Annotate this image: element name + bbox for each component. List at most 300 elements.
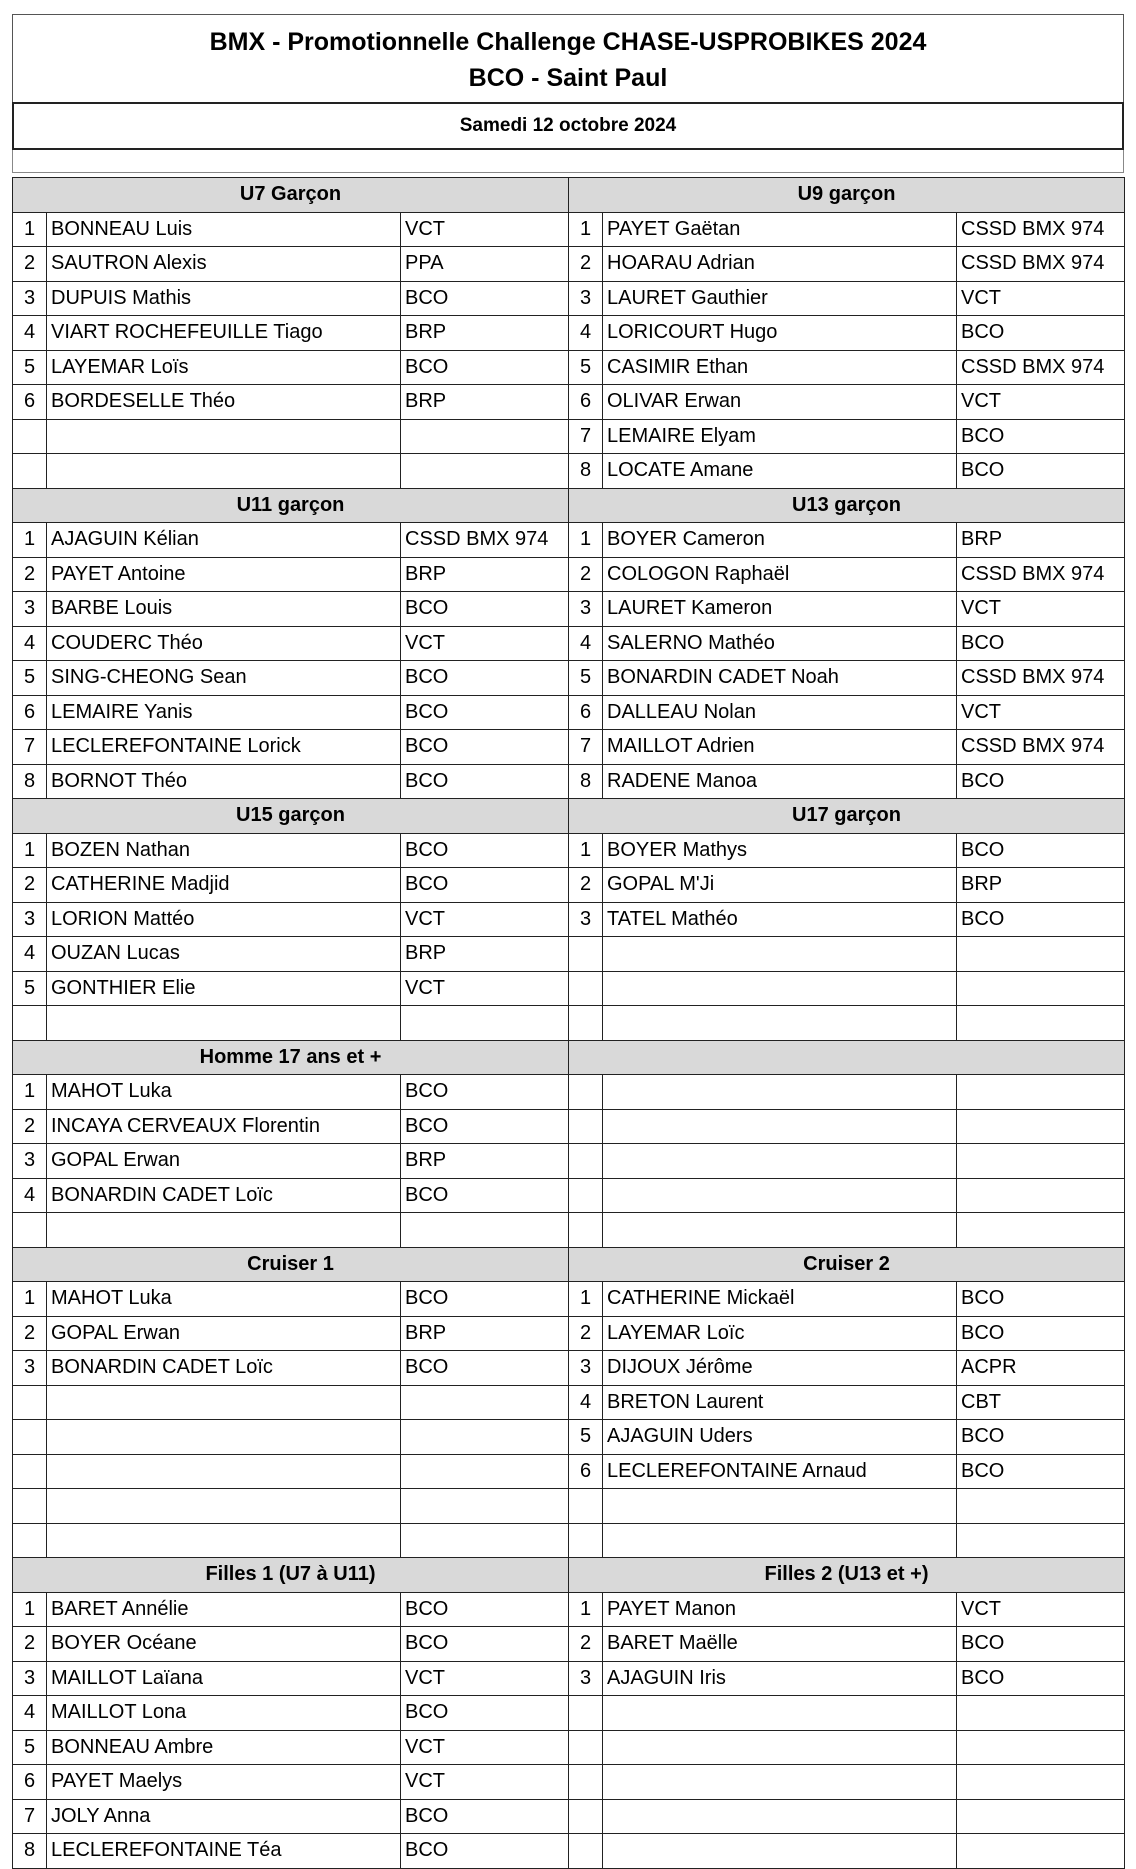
rank-cell: 7 [569, 419, 603, 454]
table-row [13, 833, 1125, 868]
table-row [13, 937, 1125, 972]
club-cell: BRP [401, 385, 569, 420]
table-row [13, 1385, 1125, 1420]
club-cell: VCT [401, 212, 569, 247]
club-cell: BCO [401, 1696, 569, 1731]
club-cell: BCO [401, 1627, 569, 1662]
rank-cell: 5 [13, 1730, 47, 1765]
rank-cell: 1 [569, 1592, 603, 1627]
rank-cell [13, 454, 47, 489]
club-cell: ACPR [957, 1351, 1125, 1386]
club-cell: BCO [401, 1109, 569, 1144]
rank-cell: 3 [13, 1144, 47, 1179]
club-cell: BCO [401, 281, 569, 316]
category-title [569, 1040, 1125, 1075]
category-title: Cruiser 2 [569, 1247, 1125, 1282]
club-cell: BCO [957, 1420, 1125, 1455]
club-cell [401, 1523, 569, 1558]
rank-cell: 2 [569, 1316, 603, 1351]
club-cell: BRP [401, 557, 569, 592]
club-cell [957, 1523, 1125, 1558]
rank-cell [569, 1213, 603, 1248]
club-cell [957, 1489, 1125, 1524]
rank-cell [569, 1799, 603, 1834]
club-cell [957, 1213, 1125, 1248]
rider-name-cell [603, 1696, 957, 1731]
rank-cell [569, 1523, 603, 1558]
rider-name-cell [603, 1213, 957, 1248]
rider-name-cell: GOPAL M'Ji [603, 868, 957, 903]
rider-name-cell: LAURET Kameron [603, 592, 957, 627]
rider-name-cell [47, 1213, 401, 1248]
rider-name-cell: OLIVAR Erwan [603, 385, 957, 420]
club-cell: VCT [401, 1661, 569, 1696]
rank-cell: 1 [13, 212, 47, 247]
rank-cell: 1 [569, 523, 603, 558]
rider-name-cell [603, 1109, 957, 1144]
rider-name-cell [47, 1006, 401, 1041]
rider-name-cell: MAHOT Luka [47, 1075, 401, 1110]
rider-name-cell: GOPAL Erwan [47, 1144, 401, 1179]
rider-name-cell: LOCATE Amane [603, 454, 957, 489]
club-cell: VCT [401, 902, 569, 937]
club-cell: BCO [957, 454, 1125, 489]
category-title: U7 Garçon [13, 178, 569, 213]
club-cell: VCT [401, 626, 569, 661]
club-cell: BCO [401, 1592, 569, 1627]
rider-name-cell: BONNEAU Luis [47, 212, 401, 247]
club-cell: VCT [957, 281, 1125, 316]
rider-name-cell [603, 1178, 957, 1213]
rank-cell: 4 [569, 626, 603, 661]
rank-cell: 8 [569, 764, 603, 799]
table-row [13, 1351, 1125, 1386]
rider-name-cell [603, 971, 957, 1006]
table-row [13, 1109, 1125, 1144]
club-cell [401, 1213, 569, 1248]
rank-cell: 3 [13, 1661, 47, 1696]
rider-name-cell: BARET Maëlle [603, 1627, 957, 1662]
rank-cell [13, 1523, 47, 1558]
rank-cell: 8 [13, 764, 47, 799]
table-row [13, 1075, 1125, 1110]
rank-cell: 2 [569, 557, 603, 592]
results-table-body [13, 178, 1125, 1869]
club-cell: BCO [401, 730, 569, 765]
table-row [13, 1834, 1125, 1869]
club-cell: BCO [401, 592, 569, 627]
club-cell [401, 1489, 569, 1524]
rank-cell: 1 [569, 212, 603, 247]
rider-name-cell [47, 1523, 401, 1558]
club-cell [957, 1696, 1125, 1731]
rank-cell: 2 [13, 557, 47, 592]
rider-name-cell: BOYER Océane [47, 1627, 401, 1662]
club-cell: BRP [401, 937, 569, 972]
category-title: U11 garçon [13, 488, 569, 523]
table-row [13, 971, 1125, 1006]
rank-cell: 1 [13, 833, 47, 868]
category-title: Filles 2 (U13 et +) [569, 1558, 1125, 1593]
rank-cell [569, 1006, 603, 1041]
table-row [13, 764, 1125, 799]
rider-name-cell: TATEL Mathéo [603, 902, 957, 937]
rider-name-cell [47, 1385, 401, 1420]
rider-name-cell: BRETON Laurent [603, 1385, 957, 1420]
table-row [13, 316, 1125, 351]
club-cell: CSSD BMX 974 [957, 730, 1125, 765]
club-cell: BCO [957, 316, 1125, 351]
table-row [13, 1213, 1125, 1248]
rank-cell: 4 [569, 316, 603, 351]
rider-name-cell: CATHERINE Madjid [47, 868, 401, 903]
rank-cell [569, 1834, 603, 1869]
table-row [13, 523, 1125, 558]
rider-name-cell [603, 1489, 957, 1524]
table-row [13, 1144, 1125, 1179]
table-row [13, 661, 1125, 696]
club-cell [957, 1109, 1125, 1144]
rank-cell: 1 [13, 523, 47, 558]
club-cell [957, 1006, 1125, 1041]
page-subtitle: BCO - Saint Paul [468, 64, 668, 92]
club-cell: BCO [957, 419, 1125, 454]
club-cell: BCO [401, 1178, 569, 1213]
table-row [13, 1661, 1125, 1696]
category-title: Filles 1 (U7 à U11) [13, 1558, 569, 1593]
category-header-row [13, 1040, 1125, 1075]
rank-cell [569, 1109, 603, 1144]
rider-name-cell: LEMAIRE Elyam [603, 419, 957, 454]
rank-cell: 3 [569, 281, 603, 316]
club-cell [401, 1385, 569, 1420]
club-cell: BCO [401, 833, 569, 868]
club-cell: BCO [401, 350, 569, 385]
rider-name-cell: INCAYA CERVEAUX Florentin [47, 1109, 401, 1144]
rank-cell: 4 [569, 1385, 603, 1420]
rider-name-cell: LORICOURT Hugo [603, 316, 957, 351]
club-cell: PPA [401, 247, 569, 282]
category-header-row [13, 1558, 1125, 1593]
club-cell: BCO [957, 1282, 1125, 1317]
rank-cell: 5 [13, 971, 47, 1006]
club-cell: VCT [401, 971, 569, 1006]
rank-cell: 8 [569, 454, 603, 489]
club-cell: BCO [401, 695, 569, 730]
table-row [13, 1178, 1125, 1213]
rank-cell: 2 [569, 868, 603, 903]
rank-cell: 3 [569, 902, 603, 937]
rider-name-cell: OUZAN Lucas [47, 937, 401, 972]
category-header-row [13, 1247, 1125, 1282]
rank-cell [569, 1144, 603, 1179]
rider-name-cell: BONARDIN CADET Loïc [47, 1178, 401, 1213]
rider-name-cell: GONTHIER Elie [47, 971, 401, 1006]
club-cell [957, 1730, 1125, 1765]
club-cell: BCO [957, 1627, 1125, 1662]
table-row [13, 592, 1125, 627]
rider-name-cell: BOZEN Nathan [47, 833, 401, 868]
table-row [13, 350, 1125, 385]
rank-cell: 7 [569, 730, 603, 765]
rider-name-cell: BONNEAU Ambre [47, 1730, 401, 1765]
club-cell: BCO [401, 868, 569, 903]
category-title: Homme 17 ans et + [13, 1040, 569, 1075]
rider-name-cell [603, 1523, 957, 1558]
rank-cell: 1 [13, 1282, 47, 1317]
rank-cell: 2 [13, 1109, 47, 1144]
rider-name-cell [47, 1420, 401, 1455]
table-row [13, 902, 1125, 937]
rider-name-cell: LECLEREFONTAINE Arnaud [603, 1454, 957, 1489]
club-cell: BRP [401, 1144, 569, 1179]
club-cell: BCO [957, 833, 1125, 868]
table-row [13, 1799, 1125, 1834]
rider-name-cell: LAURET Gauthier [603, 281, 957, 316]
club-cell: BCO [401, 1834, 569, 1869]
rider-name-cell [603, 1834, 957, 1869]
club-cell [401, 1454, 569, 1489]
rider-name-cell: MAILLOT Adrien [603, 730, 957, 765]
table-row [13, 868, 1125, 903]
club-cell: CSSD BMX 974 [957, 212, 1125, 247]
rider-name-cell: CATHERINE Mickaël [603, 1282, 957, 1317]
rank-cell: 6 [569, 1454, 603, 1489]
rider-name-cell: SAUTRON Alexis [47, 247, 401, 282]
rider-name-cell: DIJOUX Jérôme [603, 1351, 957, 1386]
rank-cell: 5 [569, 661, 603, 696]
rider-name-cell: LECLEREFONTAINE Lorick [47, 730, 401, 765]
rider-name-cell: AJAGUIN Uders [603, 1420, 957, 1455]
category-header-row [13, 488, 1125, 523]
rider-name-cell: BARET Annélie [47, 1592, 401, 1627]
rank-cell: 3 [13, 281, 47, 316]
rider-name-cell: LAYEMAR Loïc [603, 1316, 957, 1351]
rider-name-cell: LAYEMAR Loïs [47, 350, 401, 385]
club-cell: CSSD BMX 974 [401, 523, 569, 558]
rank-cell: 1 [569, 833, 603, 868]
table-row [13, 1006, 1125, 1041]
club-cell: BCO [401, 1075, 569, 1110]
rider-name-cell: AJAGUIN Iris [603, 1661, 957, 1696]
rider-name-cell: SALERNO Mathéo [603, 626, 957, 661]
rider-name-cell: BOYER Cameron [603, 523, 957, 558]
rank-cell: 8 [13, 1834, 47, 1869]
table-row [13, 1316, 1125, 1351]
table-row [13, 695, 1125, 730]
club-cell [957, 937, 1125, 972]
club-cell: VCT [957, 695, 1125, 730]
rank-cell: 7 [13, 1799, 47, 1834]
club-cell: BRP [401, 1316, 569, 1351]
rank-cell [569, 1765, 603, 1800]
rider-name-cell: BOYER Mathys [603, 833, 957, 868]
rider-name-cell: DALLEAU Nolan [603, 695, 957, 730]
rider-name-cell [603, 1765, 957, 1800]
club-cell: CSSD BMX 974 [957, 557, 1125, 592]
rider-name-cell: RADENE Manoa [603, 764, 957, 799]
table-row [13, 1523, 1125, 1558]
rank-cell: 6 [13, 385, 47, 420]
club-cell: VCT [957, 1592, 1125, 1627]
rider-name-cell: BONARDIN CADET Noah [603, 661, 957, 696]
club-cell: VCT [957, 592, 1125, 627]
club-cell: BRP [957, 523, 1125, 558]
category-title: U17 garçon [569, 799, 1125, 834]
rider-name-cell: LORION Mattéo [47, 902, 401, 937]
rank-cell [13, 1420, 47, 1455]
rider-name-cell [47, 454, 401, 489]
rider-name-cell: LECLEREFONTAINE Téa [47, 1834, 401, 1869]
club-cell [401, 454, 569, 489]
rank-cell: 5 [13, 661, 47, 696]
club-cell [957, 1765, 1125, 1800]
rider-name-cell: MAILLOT Lona [47, 1696, 401, 1731]
rank-cell [13, 1213, 47, 1248]
table-row [13, 247, 1125, 282]
rider-name-cell [603, 1144, 957, 1179]
rank-cell: 4 [13, 937, 47, 972]
rider-name-cell: PAYET Manon [603, 1592, 957, 1627]
club-cell: BCO [957, 1661, 1125, 1696]
table-row [13, 1696, 1125, 1731]
table-row [13, 1489, 1125, 1524]
rank-cell: 4 [13, 1696, 47, 1731]
rider-name-cell: HOARAU Adrian [603, 247, 957, 282]
table-row [13, 1730, 1125, 1765]
rider-name-cell: JOLY Anna [47, 1799, 401, 1834]
category-title: U13 garçon [569, 488, 1125, 523]
rank-cell: 3 [13, 592, 47, 627]
rank-cell [569, 1178, 603, 1213]
club-cell: VCT [401, 1730, 569, 1765]
club-cell [957, 1834, 1125, 1869]
club-cell: BCO [957, 1454, 1125, 1489]
club-cell: BCO [957, 626, 1125, 661]
results-sheet [12, 14, 1124, 1869]
rider-name-cell: DUPUIS Mathis [47, 281, 401, 316]
club-cell: BRP [401, 316, 569, 351]
club-cell: BCO [401, 1351, 569, 1386]
rider-name-cell: VIART ROCHEFEUILLE Tiago [47, 316, 401, 351]
rank-cell: 3 [569, 1661, 603, 1696]
rank-cell: 5 [13, 350, 47, 385]
rank-cell [13, 1006, 47, 1041]
rider-name-cell: BONARDIN CADET Loïc [47, 1351, 401, 1386]
club-cell: BCO [401, 764, 569, 799]
rank-cell: 1 [569, 1282, 603, 1317]
event-date: Samedi 12 octobre 2024 [12, 102, 1124, 150]
table-row [13, 1420, 1125, 1455]
rider-name-cell [47, 1489, 401, 1524]
category-title: Cruiser 1 [13, 1247, 569, 1282]
rank-cell: 1 [13, 1592, 47, 1627]
rank-cell [569, 1730, 603, 1765]
club-cell [957, 1178, 1125, 1213]
club-cell [957, 1799, 1125, 1834]
rank-cell: 2 [13, 1627, 47, 1662]
table-row [13, 281, 1125, 316]
rider-name-cell: COUDERC Théo [47, 626, 401, 661]
rank-cell [13, 1454, 47, 1489]
club-cell: VCT [957, 385, 1125, 420]
rank-cell: 3 [569, 1351, 603, 1386]
table-row [13, 212, 1125, 247]
table-row [13, 557, 1125, 592]
rider-name-cell: LEMAIRE Yanis [47, 695, 401, 730]
club-cell [957, 971, 1125, 1006]
rider-name-cell: BARBE Louis [47, 592, 401, 627]
rider-name-cell [603, 1730, 957, 1765]
rank-cell [569, 1696, 603, 1731]
club-cell [401, 1420, 569, 1455]
rank-cell: 7 [13, 730, 47, 765]
club-cell: CSSD BMX 974 [957, 661, 1125, 696]
club-cell: BCO [401, 1799, 569, 1834]
rank-cell: 5 [569, 350, 603, 385]
rank-cell [569, 971, 603, 1006]
club-cell: BCO [957, 1316, 1125, 1351]
club-cell [957, 1144, 1125, 1179]
rank-cell: 4 [13, 1178, 47, 1213]
category-header-row [13, 178, 1125, 213]
rank-cell: 5 [569, 1420, 603, 1455]
club-cell: BCO [401, 661, 569, 696]
rider-name-cell [603, 1075, 957, 1110]
page-title: BMX - Promotionnelle Challenge CHASE-USPROBIKES 2024 [209, 28, 927, 56]
table-row [13, 454, 1125, 489]
rank-cell [569, 937, 603, 972]
category-title: U9 garçon [569, 178, 1125, 213]
club-cell: BCO [957, 764, 1125, 799]
club-cell [957, 1075, 1125, 1110]
club-cell: CSSD BMX 974 [957, 247, 1125, 282]
rank-cell: 4 [13, 316, 47, 351]
table-row [13, 385, 1125, 420]
rider-name-cell: PAYET Antoine [47, 557, 401, 592]
rider-name-cell [603, 937, 957, 972]
rider-name-cell [603, 1006, 957, 1041]
club-cell [401, 419, 569, 454]
rank-cell: 2 [13, 868, 47, 903]
club-cell: CSSD BMX 974 [957, 350, 1125, 385]
club-cell: BCO [401, 1282, 569, 1317]
rank-cell: 6 [569, 385, 603, 420]
rider-name-cell [603, 1799, 957, 1834]
title-block [12, 14, 1124, 102]
rank-cell: 1 [13, 1075, 47, 1110]
rank-cell: 2 [569, 247, 603, 282]
rider-name-cell: BORDESELLE Théo [47, 385, 401, 420]
club-cell [401, 1006, 569, 1041]
rank-cell [13, 1489, 47, 1524]
rank-cell [13, 419, 47, 454]
rider-name-cell: MAHOT Luka [47, 1282, 401, 1317]
rank-cell: 2 [13, 247, 47, 282]
rider-name-cell [47, 1454, 401, 1489]
rider-name-cell: GOPAL Erwan [47, 1316, 401, 1351]
table-row [13, 1627, 1125, 1662]
rank-cell [569, 1489, 603, 1524]
rank-cell: 6 [13, 1765, 47, 1800]
rider-name-cell: AJAGUIN Kélian [47, 523, 401, 558]
category-header-row [13, 799, 1125, 834]
table-row [13, 730, 1125, 765]
rank-cell: 2 [13, 1316, 47, 1351]
table-row [13, 1592, 1125, 1627]
rank-cell: 3 [569, 592, 603, 627]
rider-name-cell: CASIMIR Ethan [603, 350, 957, 385]
